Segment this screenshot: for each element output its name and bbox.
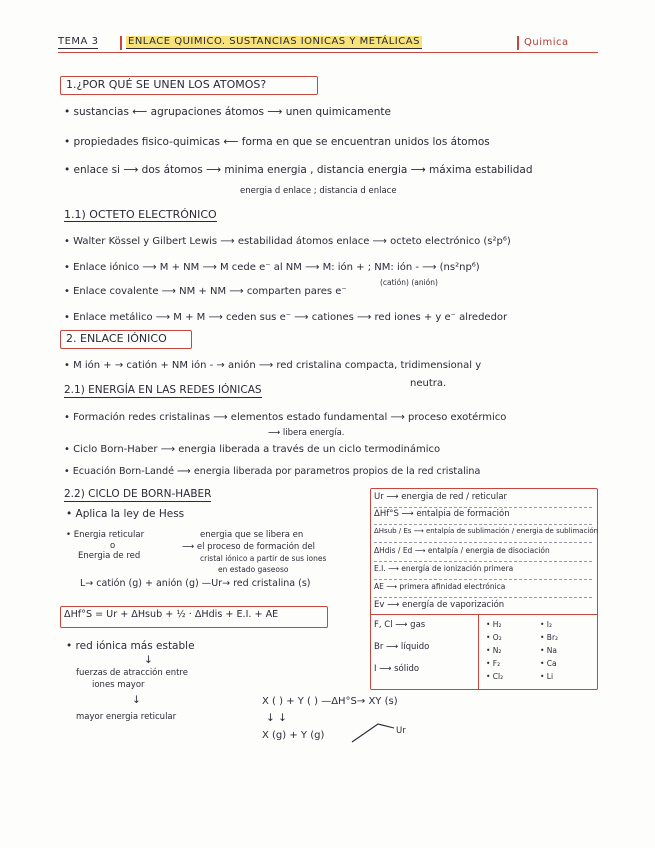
legend-col-rule: [478, 614, 479, 690]
legend-col1-3: • N₂: [486, 646, 502, 655]
s11-bullet-1: • Walter Kössel y Gilbert Lewis ⟶ estabilidad átomos enlace ⟶ octeto electrónico (s²p⁶): [64, 236, 511, 247]
legend-mid-rule: [370, 614, 597, 615]
s22-conclusion-2: fuerzas de atracción entre: [76, 668, 188, 678]
subject-label: Quimica: [524, 37, 569, 48]
s22-arrow-2: ↓: [132, 694, 141, 706]
state-solid: I ⟶ sólido: [374, 664, 420, 674]
section-1-title: 1.¿POR QUÉ SE UNEN LOS ATOMOS?: [66, 78, 267, 91]
cycle-top: X ( ) + Y ( ) —ΔH°S→ XY (s): [262, 696, 398, 707]
cycle-bottom: X (g) + Y (g): [262, 730, 325, 741]
s22-def-1: energia que se libera en: [200, 530, 304, 540]
s22-equation: L→ catión (g) + anión (g) —Ur→ red cristalina (s): [80, 578, 311, 589]
s11-bullet-2-sub: (catión) (anión): [380, 278, 438, 287]
legend-col2-1: • I₂: [540, 620, 553, 629]
legend-row-6: AE ⟶ primera afinidad electrónica: [374, 582, 506, 591]
s21-bullet-1: • Formación redes cristalinas ⟶ elementos estado fundamental ⟶ proceso exotérmico: [64, 412, 507, 423]
tema-label: TEMA 3: [58, 36, 99, 47]
s2-bullet-1: • M ión + → catión + NM ión - → anión ⟶ red cristalina compacta, tridimensional y: [64, 360, 482, 371]
legend-col1-1: • H₂: [486, 620, 502, 629]
legend-row-7: Ev ⟶ energía de vaporización: [374, 600, 505, 610]
legend-dash-2: [374, 524, 592, 525]
legend-row-4: ΔHdis / Ed ⟶ entalpía / energia de disociación: [374, 546, 550, 555]
s11-bullet-4: • Enlace metálico ⟶ M + M ⟶ ceden sus e⁻ ⟶ cationes ⟶ red iones + y e⁻ alrededor: [64, 312, 508, 323]
legend-dash-4: [374, 561, 592, 562]
legend-col2-3: • Na: [540, 646, 558, 655]
s2-bullet-1-sub: neutra.: [410, 378, 447, 389]
s21-bullet-2: • Ciclo Born-Haber ⟶ energia liberada a través de un ciclo termodinámico: [64, 444, 441, 455]
s22-o: o: [110, 541, 116, 551]
state-liquid: Br ⟶ líquido: [374, 642, 430, 652]
section-2-1-title: 2.1) ENERGÍA EN LAS REDES IÓNICAS: [64, 384, 262, 396]
s1-bullet-3: • enlace si ⟶ dos átomos ⟶ minima energia , distancia energia ⟶ máxima estabilidad: [64, 164, 533, 176]
legend-row-2: ΔHf°S ⟶ entalpia de formación: [374, 509, 510, 519]
s11-bullet-2: • Enlace iónico ⟶ M + NM ⟶ M cede e⁻ al NM ⟶ M: ión + ; NM: ión - ⟶ (ns²np⁶): [64, 262, 480, 273]
s22-def-2: ⟶ el proceso de formación del: [182, 542, 315, 552]
page-title: ENLACE QUIMICO. SUSTANCIAS IONICAS Y METÁLICAS: [128, 36, 420, 47]
s22-bullet-1: • Aplica la ley de Hess: [66, 508, 185, 520]
s22-arrow-1: ↓: [144, 654, 153, 666]
s22-conclusion-3: iones mayor: [92, 680, 145, 690]
section-2-title: 2. ENLACE IÓNICO: [66, 332, 167, 345]
cycle-arrows: ↓ ↓: [266, 712, 287, 724]
s22-conclusion-4: mayor energia reticular: [76, 712, 177, 722]
s22-def-4: en estado gaseoso: [218, 565, 289, 574]
legend-row-5: E.I. ⟶ energía de ionización primera: [374, 564, 514, 573]
s11-bullet-3: • Enlace covalente ⟶ NM + NM ⟶ comparten pares e⁻: [64, 286, 347, 297]
section-2-2-title: 2.2) CICLO DE BORN-HABER: [64, 488, 212, 500]
s22-energia-reticular: • Energia reticular: [66, 530, 145, 540]
s22-energia-red: Energia de red: [78, 551, 141, 561]
s1-bullet-1: • sustancias ⟵ agrupaciones átomos ⟶ unen quimicamente: [64, 106, 391, 118]
legend-col2-2: • Br₂: [540, 633, 559, 642]
state-gas: F, Cl ⟶ gas: [374, 620, 426, 630]
legend-col2-4: • Ca: [540, 659, 557, 668]
section-1-1-title: 1.1) OCTETO ELECTRÓNICO: [64, 208, 217, 221]
legend-dash-6: [374, 597, 592, 598]
legend-dash-5: [374, 579, 592, 580]
legend-dash-1: [374, 507, 592, 508]
s21-bullet-3: • Ecuación Born-Landé ⟶ energia liberada por parametros propios de la red cristalina: [64, 466, 481, 477]
cycle-ur: Ur: [396, 726, 406, 736]
legend-col2-5: • Li: [540, 672, 554, 681]
legend-col1-5: • Cl₂: [486, 672, 504, 681]
legend-col1-4: • F₂: [486, 659, 501, 668]
legend-row-3: ΔHsub / Es ⟶ entalpía de sublimación / energia de sublimación: [374, 527, 599, 535]
s22-def-3: cristal iónico a partir de sus iones: [200, 554, 327, 563]
s1-bullet-3-sub: energia d enlace ; distancia d enlace: [240, 186, 397, 196]
s22-conclusion-1: • red iónica más estable: [66, 640, 195, 652]
s21-bullet-1-sub: ⟶ libera energía.: [268, 428, 345, 438]
legend-col1-2: • O₂: [486, 633, 502, 642]
legend-dash-3: [374, 542, 592, 543]
s1-bullet-2: • propiedades fisico-quimicas ⟵ forma en que se encuentran unidos los átomos: [64, 136, 490, 148]
born-haber-formula: ΔHf°S = Ur + ΔHsub + ½ · ΔHdis + E.I. + AE: [64, 609, 279, 620]
legend-row-1: Ur ⟶ energia de red / reticular: [374, 492, 508, 502]
